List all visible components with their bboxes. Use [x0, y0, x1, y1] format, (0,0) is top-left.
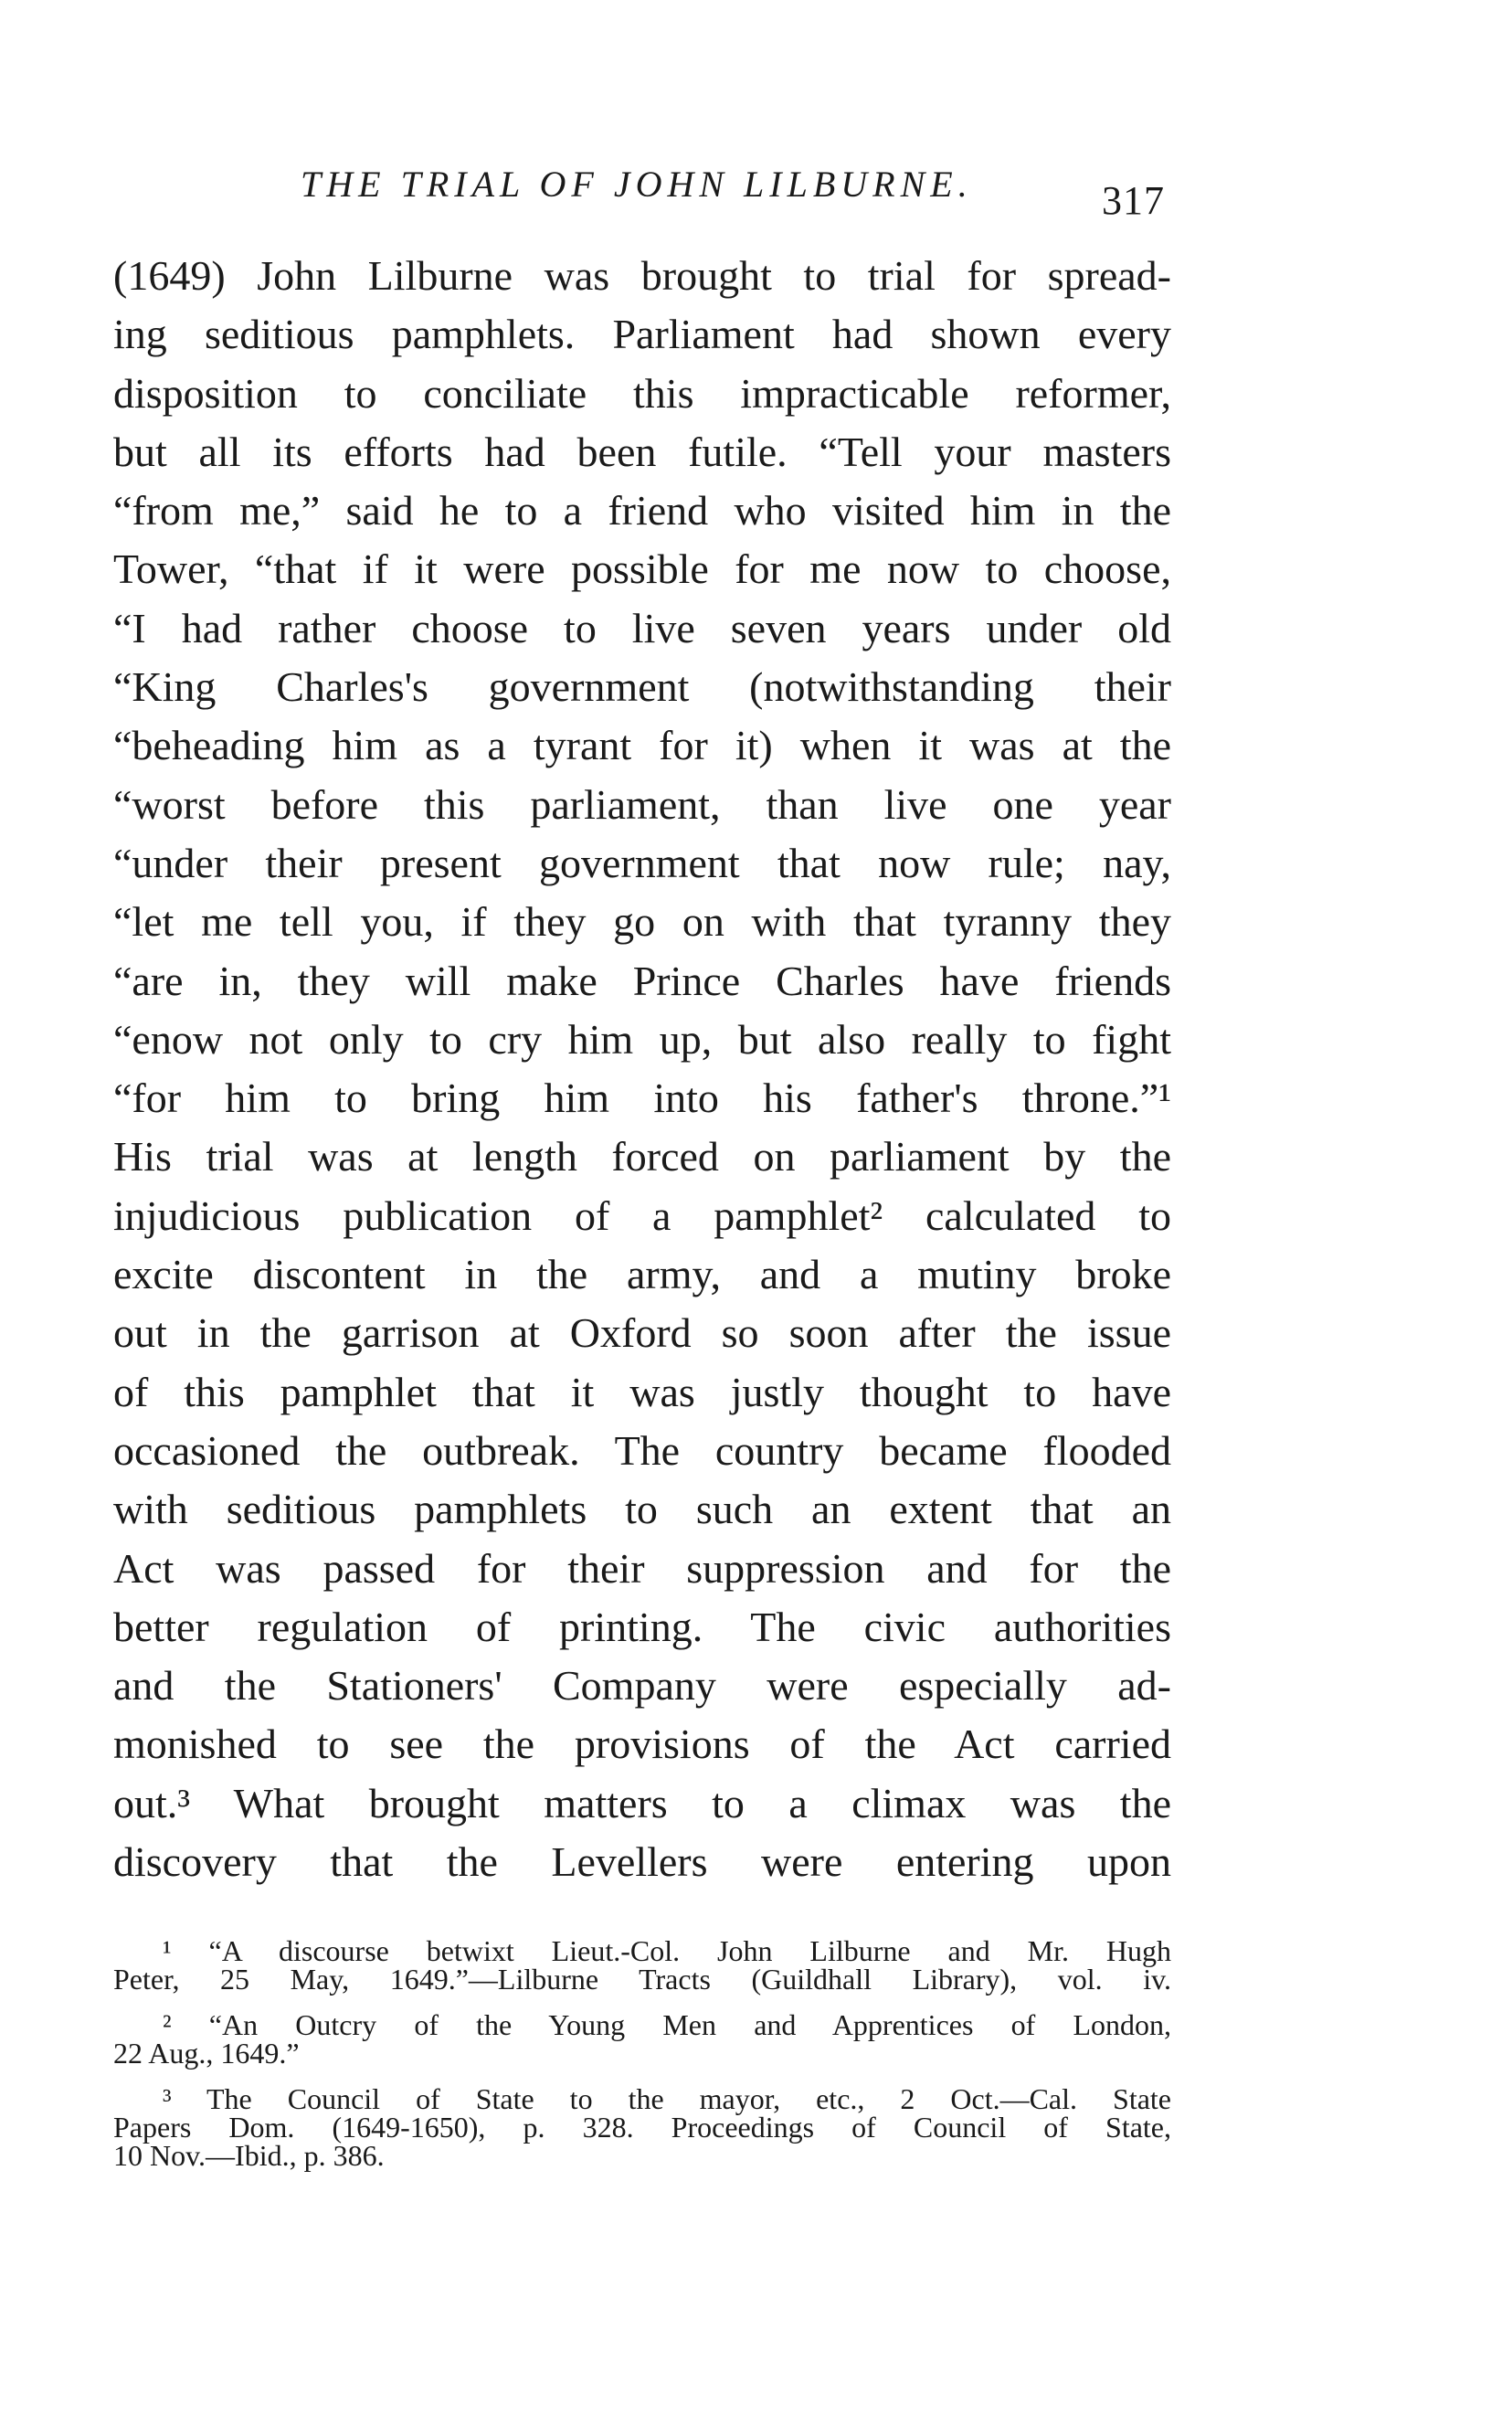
- text-line: “I had rather choose to live seven years under old: [113, 604, 1171, 651]
- body-text: [113, 247, 1171, 1891]
- footnote-line: Papers Dom. (1649-1650), p. 328. Proceedings of Council of State,: [113, 2111, 1171, 2144]
- footnote-line: Peter, 25 May, 1649.”—Lilburne Tracts (Guildhall Library), vol. iv.: [113, 1963, 1171, 1996]
- text-line: out.³ What brought matters to a climax was the: [113, 1779, 1171, 1826]
- text-line: better regulation of printing. The civic authorities: [113, 1603, 1171, 1650]
- text-line: Tower, “that if it were possible for me now to choose,: [113, 545, 1171, 593]
- text-line: “beheading him as a tyrant for it) when it was at the: [113, 722, 1171, 769]
- text-line: “from me,” said he to a friend who visited him in the: [113, 487, 1171, 535]
- text-line: “King Charles's government (notwithstanding their: [113, 663, 1171, 711]
- footnote-1: [113, 1934, 1171, 1996]
- text-line: “worst before this parliament, than live one year: [113, 780, 1171, 828]
- text-line: (1649) John Lilburne was brought to trial for spread-: [113, 252, 1171, 299]
- text-line: of this pamphlet that it was justly thought to have: [113, 1368, 1171, 1415]
- text-line: “under their present government that now rule; nay,: [113, 839, 1171, 886]
- text-line: disposition to conciliate this impracticable reformer,: [113, 369, 1171, 417]
- text-line: injudicious publication of a pamphlet² calculated to: [113, 1191, 1171, 1239]
- text-line: and the Stationers' Company were especially ad-: [113, 1662, 1171, 1710]
- running-title: THE TRIAL OF JOHN LILBURNE.: [301, 164, 973, 205]
- footnote-line: 10 Nov.—Ibid., p. 386.: [113, 2139, 385, 2172]
- text-line: occasioned the outbreak. The country became flooded: [113, 1426, 1171, 1474]
- footnote-line: 22 Aug., 1649.”: [113, 2037, 300, 2070]
- footnotes: [113, 1934, 1171, 2187]
- text-line: Act was passed for their suppression and for the: [113, 1544, 1171, 1592]
- page-number: 317: [1102, 178, 1165, 223]
- footnote-line: ³ The Council of State to the mayor, etc., 2 Oct.—Cal. State: [163, 2082, 1171, 2115]
- footnote-line: ¹ “A discourse betwixt Lieut.-Col. John Lilburne and Mr. Hugh: [163, 1934, 1171, 1967]
- text-line: monished to see the provisions of the Act carried: [113, 1721, 1171, 1768]
- footnote-line: ² “An Outcry of the Young Men and Apprentices of London,: [163, 2008, 1171, 2041]
- text-line: “enow not only to cry him up, but also really to fight: [113, 1015, 1171, 1063]
- running-head: [113, 163, 1171, 221]
- text-line: with seditious pamphlets to such an extent that an: [113, 1486, 1171, 1533]
- text-line: His trial was at length forced on parliament by the: [113, 1133, 1171, 1181]
- text-line: discovery that the Levellers were entering upon: [113, 1838, 1171, 1886]
- text-line: ing seditious pamphlets. Parliament had shown every: [113, 311, 1171, 358]
- text-line: “let me tell you, if they go on with that tyranny they: [113, 898, 1171, 946]
- text-line: but all its efforts had been futile. “Tell your masters: [113, 428, 1171, 475]
- text-line: out in the garrison at Oxford so soon after the issue: [113, 1309, 1171, 1357]
- footnote-3: [113, 2082, 1171, 2172]
- text-line: excite discontent in the army, and a mutiny broke: [113, 1251, 1171, 1298]
- text-line: “for him to bring him into his father's throne.”¹: [113, 1075, 1171, 1122]
- footnote-2: [113, 2008, 1171, 2070]
- text-line: “are in, they will make Prince Charles have friends: [113, 957, 1171, 1004]
